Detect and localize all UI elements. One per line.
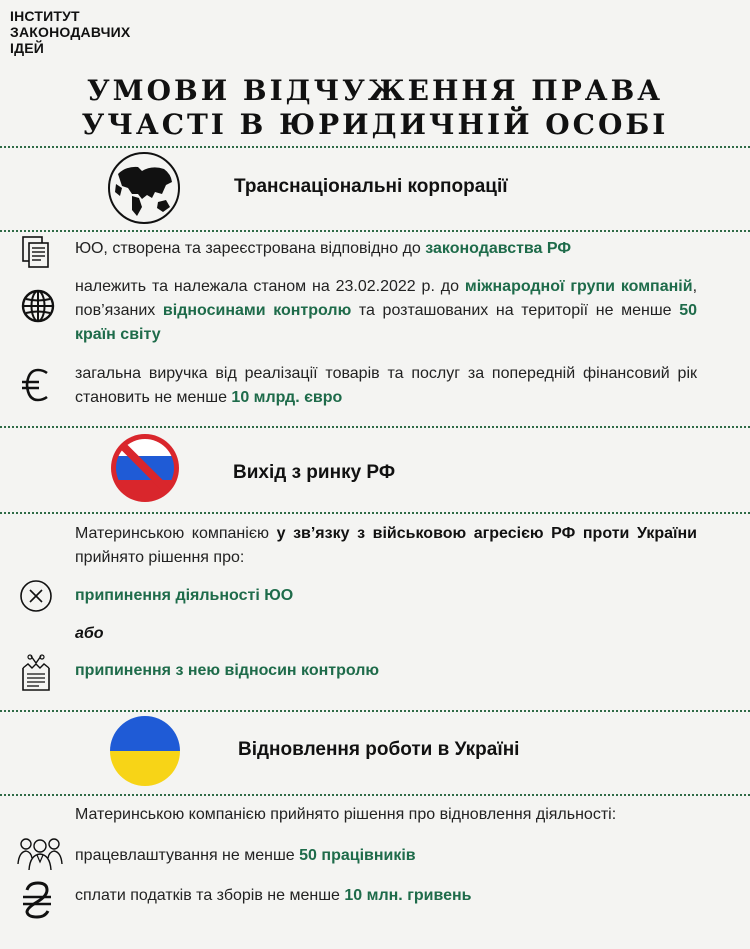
circle-x-icon: [19, 579, 53, 613]
section-3-row-2-text: сплати податків та зборів не менше 10 млн. гривень: [75, 887, 472, 904]
divider-5: [0, 710, 750, 712]
page-title: [0, 74, 750, 142]
section-2-row-2-text: припинення з нею відносин контролю: [75, 662, 380, 679]
highlight-russian-law: законодавства РФ: [425, 240, 572, 257]
hryvnia-icon: [21, 880, 53, 920]
globe-grid-icon: [21, 289, 55, 323]
section-3-intro: Материнською компанією прийнято рішення про відновлення діяльності:: [75, 806, 617, 823]
divider-6: [0, 794, 750, 796]
divider-1: [0, 146, 750, 148]
section-2-title: Вихід з ринку РФ: [233, 462, 396, 483]
section-3-title: Відновлення роботи в Україні: [238, 739, 520, 760]
globe-map-icon: [108, 152, 180, 224]
divider-3: [0, 426, 750, 428]
logo-line-2: ЗАКОНОДАВЧИХ: [10, 24, 131, 40]
section-1-title: Транснаціональні корпорації: [234, 176, 508, 197]
section-2-intro: Материнською компанією у зв’язку з військовою агресією РФ проти України прийнято рішення про:: [75, 525, 697, 566]
or-label: або: [75, 625, 104, 642]
institute-logo: [10, 8, 130, 56]
divider-2: [0, 230, 750, 232]
logo-line-3: ІДЕЙ: [10, 40, 45, 56]
section-1-row-3-text: загальна виручка від реалізації товарів та послуг за попередній фінансовий рік становить не менше 10 млрд. євро: [75, 365, 697, 406]
page-title-line-1: УМОВИ ВІДЧУЖЕННЯ ПРАВА: [86, 74, 664, 107]
no-russia-flag-icon: [109, 432, 181, 504]
euro-icon: [21, 367, 51, 403]
section-1-row-1-text: ЮО, створена та зареєстрована відповідно до законодавства РФ: [75, 240, 572, 257]
logo-line-1: ІНСТИТУТ: [10, 8, 80, 24]
section-2-row-1-text: припинення діяльності ЮО: [75, 587, 294, 604]
cut-document-icon: [19, 654, 53, 692]
documents-icon: [20, 235, 52, 269]
divider-4: [0, 512, 750, 514]
section-3-row-1-text: працевлаштування не менше 50 працівників: [75, 847, 416, 864]
section-1-row-2-text: належить та належала станом на 23.02.2022 р. до міжнародної групи компаній, пов’язаних відносинами контролю та розташованих на території не менше 50 країн світу: [75, 278, 698, 343]
page-title-line-2: УЧАСТІ В ЮРИДИЧНІЙ ОСОБІ: [81, 108, 669, 141]
ukraine-flag-icon: [109, 715, 181, 787]
team-icon: [16, 834, 64, 872]
